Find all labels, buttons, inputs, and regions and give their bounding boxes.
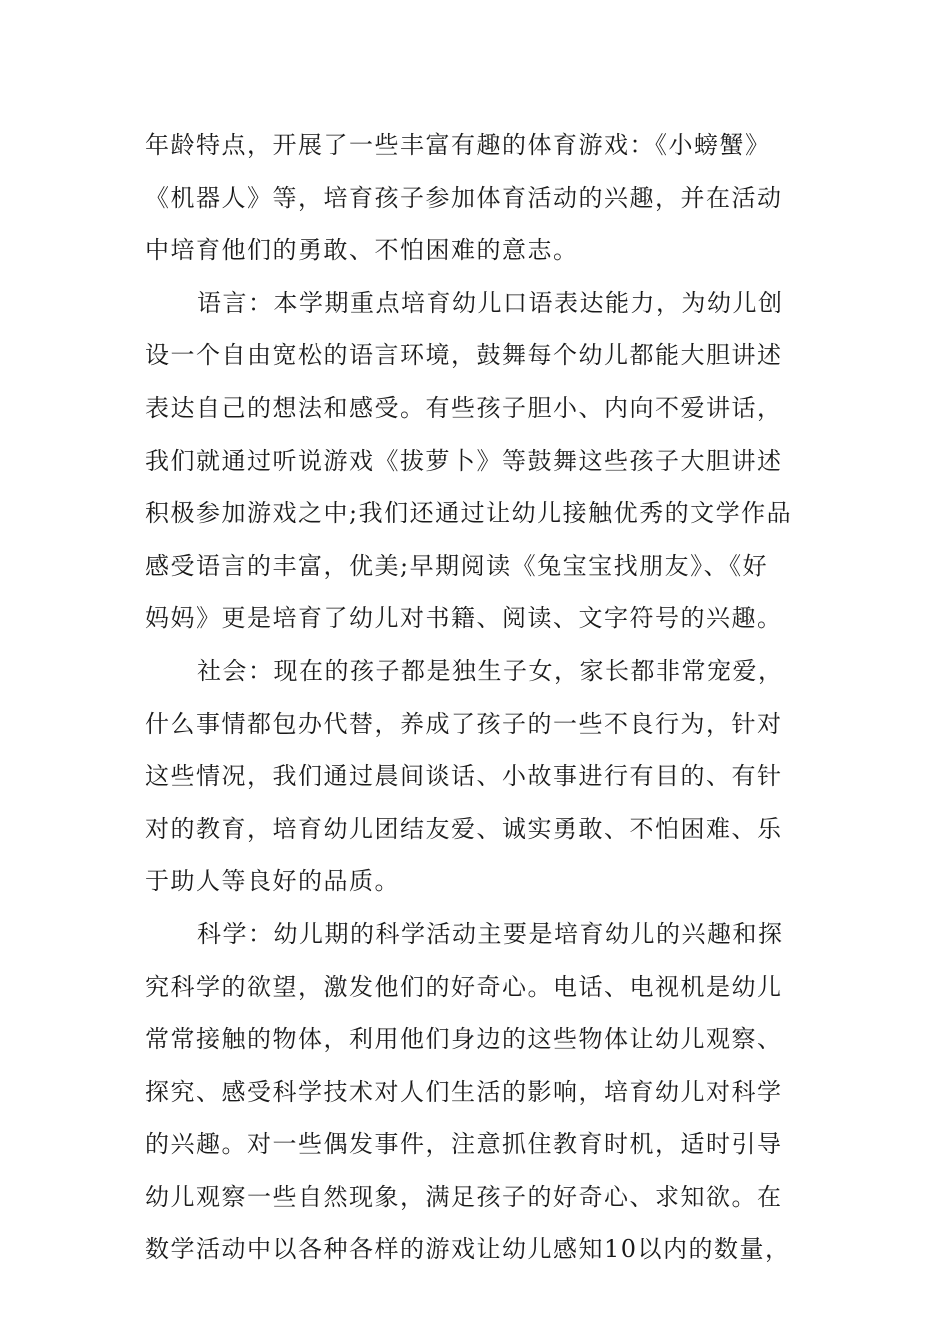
text-line: 幼儿观察一些自然现象，满足孩子的好奇心、求知欲。在 (145, 1182, 783, 1211)
text-line: 年龄特点，开展了一些丰富有趣的体育游戏：《小螃蟹》 (145, 131, 771, 159)
text-line: 数学活动中以各种各样的游戏让幼儿感知10以内的数量， (145, 1235, 791, 1264)
paragraph-science-start: 科学：幼儿期的科学活动主要是培育幼儿的兴趣和探 (197, 919, 784, 948)
text-line: 于助人等良好的品质。 (145, 867, 400, 896)
text-line: 这些情况，我们通过晨间谈话、小故事进行有目的、有针 (145, 762, 783, 791)
text-line: 《机器人》等，培育孩子参加体育活动的兴趣，并在活动 (145, 183, 783, 212)
text-line: 设一个自由宽松的语言环境，鼓舞每个幼儿都能大胆讲述 (145, 341, 783, 370)
text-line: 的兴趣。对一些偶发事件，注意抓住教育时机，适时引导 (145, 1130, 783, 1159)
text-line: 什么事情都包办代替，养成了孩子的一些不良行为，针对 (145, 709, 783, 738)
text-line: 究科学的欲望，激发他们的好奇心。电话、电视机是幼儿 (145, 972, 783, 1001)
paragraph-language-start: 语言：本学期重点培育幼儿口语表达能力，为幼儿创 (197, 288, 784, 317)
text-line: 感受语言的丰富，优美;早期阅读《兔宝宝找朋友》、《好 (145, 551, 769, 580)
text-line: 中培育他们的勇敢、不怕困难的意志。 (145, 236, 579, 265)
text-line: 表达自己的想法和感受。有些孩子胆小、内向不爱讲话， (145, 393, 783, 422)
document-page (145, 119, 809, 1276)
text-line: 对的教育，培育幼儿团结友爱、诚实勇敢、不怕困难、乐 (145, 814, 783, 843)
text-line: 妈妈》更是培育了幼儿对书籍、阅读、文字符号的兴趣。 (145, 604, 783, 633)
text-line: 常常接触的物体，利用他们身边的这些物体让幼儿观察、 (145, 1025, 783, 1054)
paragraph-society-start: 社会：现在的孩子都是独生子女，家长都非常宠爱， (197, 656, 784, 685)
text-line: 我们就通过听说游戏《拔萝卜》等鼓舞这些孩子大胆讲述 (145, 446, 783, 475)
text-line: 积极参加游戏之中;我们还通过让幼儿接触优秀的文学作品 (145, 499, 793, 528)
text-line: 探究、感受科学技术对人们生活的影响，培育幼儿对科学 (145, 1077, 783, 1106)
